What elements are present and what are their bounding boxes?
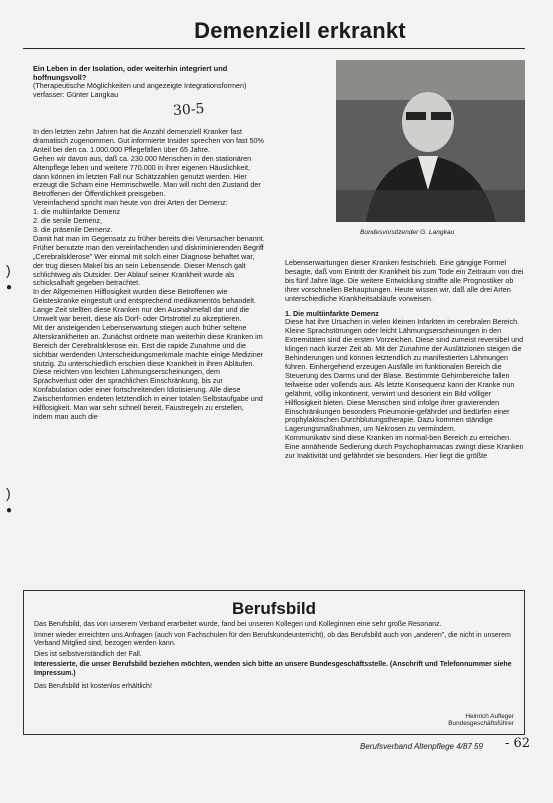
book-info	[33, 64, 263, 100]
book-series: (Therapeutische Möglichkeiten und angezeigte Integrationsformen)	[33, 81, 247, 90]
paragraph: Das Berufsbild, das von unserem Verband erarbeitet wurde, fand bei unseren Kollegen und Kolleginnen eine sehr große Resonanz.	[34, 621, 442, 628]
handwritten-page-number: - 62	[505, 736, 531, 751]
list-item: 1. die multiinfarkte Demenz	[33, 207, 121, 217]
paragraph: Das Berufsbild ist kostenlos erhältlich!	[34, 682, 152, 690]
paragraph: Lange Zeit stellten diese Kranken nur den Ausnahmefall dar und die Umwelt war bereit, diese als Dorf- oder Ortstrottel zu akzeptieren.	[33, 305, 250, 324]
section-heading: 1. Die multiinfarkte Demenz	[285, 308, 379, 318]
paragraph: Gehen wir davon aus, daß ca. 230.000 Menschen in den stationären Altenpflege leben und weitere 770.000 in ihrer eigenen Häuslichkeit, dann können im letzten Fall nur Schätzzahlen genutzt werden. Hier erzeugt die Scham eine Hemmschwelle. Man will nicht den Zustand der Betroffenen der Öffentlichkeit preisgeben.	[33, 153, 261, 199]
margin-mark: )	[6, 262, 11, 278]
book-subtitle: Ein Leben in der Isolation, oder weiterhin integriert und hoffnungsvoll?	[33, 64, 228, 82]
paragraph: Diese hat ihre Ursachen in vielen kleinen Infarkten im cerebralen Bereich. Kleine Sprachstörungen oder leicht Lähmungserscheinungen in den Extremitäten sind die ersten Vorzeichen. Diese sind zumeist reversibel und klingen nach kurzer Zeit ab. Mit der Zunahme der Auslätzionen steigen die Behinderungen und können letztendlich zu manifestierten Lähmungen führen. Einhergehend erzeugen Ausfälle im funktionalen Bereich die Steuerung des Darms und der Blase. Bestimmte Gehirnbereiche fallen teilweise oder vollends aus. Als letzte Konsequenz kann der Kranke nun gelähmt, völlig inkontinent, verwirrt und desorient ein Bild völliger Hilflosigkeit bieten. Diese Menschen sind infolge ihrer gravierenden Einschränkungen besonders Pneumonie-gefährdet und bedürfen einer prophylaktischen Durchblutungstherapie. Dazu kommen ständige Lagerungsmaßnahmen, um Nekrosen zu vermindern.	[285, 317, 524, 434]
paragraph: Lebenserwartungen dieser Kranken festschrieb. Eine gängige Formel besagte, daß vom Eintritt der Krankheit bis zum Tode ein Zeitraum von drei bis fünf Jahre läge. Die weitere Entwicklung straffte alle Prognostiker ob ihrer vorschnellen Behauptungen. Heute wissen wir, daß alle drei Arten unterschiedliche Krankheitsabläufe vorweisen.	[285, 258, 524, 303]
paragraph: Dies ist selbstverständlich der Fall.	[34, 650, 142, 658]
paragraph: Interessierte, die unser Berufsbild beziehen möchten, wenden sich bitte an unsere Bundesgeschäftsstelle. (Anschrift und Telefonnummer siehe Impressum.)	[34, 661, 512, 677]
book-author: verfasser: Günter Langkau	[33, 89, 119, 99]
left-column	[33, 128, 265, 422]
berufsbild-box	[23, 590, 525, 735]
paragraph: In den letzten zehn Jahren hat die Anzahl demenziell Kranker fast dramatisch zugenommen. Gut informierte Insider sprechen von fast 50% Anteil bei den ca. 1.000.000 Pflegefällen über 65 Jahre.	[33, 127, 264, 154]
photo-caption: Bundesvorsitzender G. Langkau	[360, 229, 455, 236]
page-footer: Berufsverband Altenpflege 4/87 59	[360, 742, 483, 751]
list-item: 3. die präsenile Demenz.	[33, 224, 113, 234]
paragraph: Immer wieder erreichten uns Anfragen (auch von Fachschulen für den Berufskundeunterricht), ob das Berufsbild auch von „anderen", die nicht in unserem Verband Mitglied sind, bezogen werden kann.	[34, 631, 511, 648]
box-title: Berufsbild	[231, 599, 317, 618]
box-body	[34, 621, 514, 693]
paragraph: Damit hat man im Gegensatz zu früher bereits drei Verursacher benannt. Früher benutzte man den vereinfachenden und diskriminierenden Begriff „Cerebralsklerose" Wer einmal mit solch einer Diagnose behaftet war, der trug diesen Makel bis an sein Lebensende. Dieser Mensch galt schlichtweg als Outsider. Der Ablauf seiner Krankheit wurde als schicksalhaft gegeben betrachtet.	[33, 233, 265, 288]
margin-mark: )	[6, 485, 11, 501]
portrait-image	[336, 60, 525, 222]
margin-mark: ●	[6, 505, 13, 516]
signature	[448, 713, 514, 728]
handwritten-note: 30-5	[172, 100, 205, 120]
paragraph: Mit der ansteigenden Lebenserwartung stiegen auch früher seltene Alterskrankheiten an. Zunächst ordnete man weiterhin diese Kranken im Bereich der Cerebralsklerose ein. Erst die rapide Zunahme und die sichtbar werdenden Unterscheidungsmerkmale machte einige Mediziner stutzig. Zu unterschiedlich erschien diese Krankheit in ihren Abläufen. Diese reichten von leichten Lähmungserscheinungen, dem Sprachverlust oder der sprachlichen Einschränkung, bis zur Konfabulation oder einer fortschreitenden Idiotisierung. Alle diese Zwischenformen endeten letztendlich in einer totalen Selbstaufgabe und Hilflosigkeit. Man war sehr schnell bereit, Faustregeln zu erstellen, indem man auch die	[33, 322, 264, 421]
page-title: Demenziell erkrankt	[194, 18, 406, 43]
paragraph: Kommunikativ sind diese Kranken im normal-ben Bereich zu erreichen. Eine annähende Sedierung durch Psychopharmacas zwingt diese Kranken zur Inaktivität und gefährdet sie besonders. Hier liegt die größte	[285, 433, 524, 461]
signer-role: Bundesgeschäftsführer	[448, 720, 514, 728]
title-rule	[23, 48, 525, 49]
paragraph: Vereinfachend spricht man heute von drei Arten der Demenz:	[33, 198, 228, 208]
signer-name: Heinrich Aufleger	[465, 712, 514, 720]
author-photo	[336, 60, 525, 222]
margin-mark: ●	[6, 282, 13, 293]
list-item: 2. die senile Demenz,	[33, 216, 103, 226]
paragraph: In der Allgemeinen Hilflosigkeit wurden diese Betroffenen wie Geisteskranke eingestuft und entsprechend medikamentös behandelt.	[33, 287, 256, 306]
right-column	[285, 259, 525, 461]
